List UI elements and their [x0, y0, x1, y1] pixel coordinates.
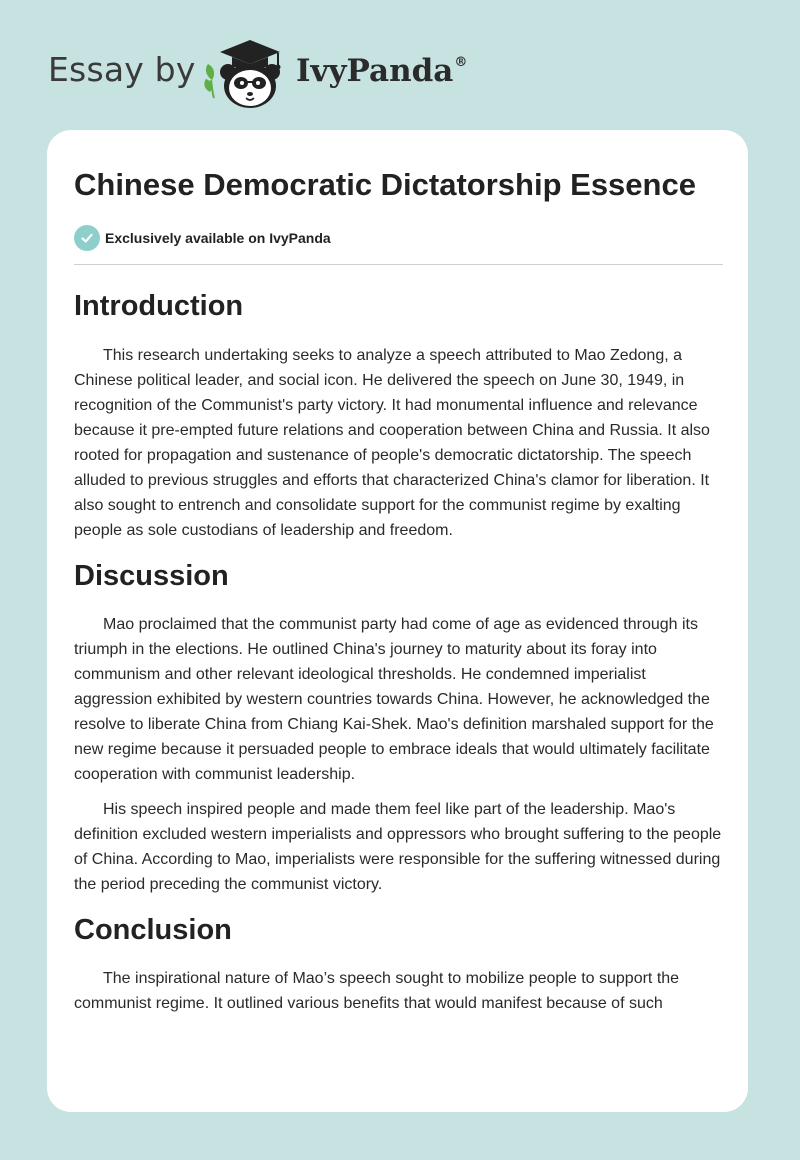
section-heading-introduction: Introduction	[74, 290, 244, 322]
panda-graduate-logo-icon[interactable]	[202, 36, 294, 110]
divider	[74, 264, 723, 265]
registered-mark: ®	[454, 55, 468, 70]
exclusive-badge-label: Exclusively available on IvyPanda	[105, 230, 331, 246]
brand-text: IvyPanda	[296, 53, 454, 89]
paragraph: The inspirational nature of Mao’s speech sought to mobilize people to support the communist regime. It outlined various benefits that would manifest because of such	[74, 970, 680, 1012]
check-icon	[74, 225, 100, 251]
essay-content	[74, 164, 723, 1016]
essay-by-label: Essay by	[48, 50, 196, 89]
section-heading-discussion: Discussion	[74, 560, 229, 592]
paragraph: His speech inspired people and made them feel like part of the leadership. Mao's definition excluded western imperialists and oppressors who brought suffering to the people of China. According to Mao, imperialists were responsible for the suffering witnessed during the period preceding the communist victory.	[74, 801, 722, 893]
paragraph: This research undertaking seeks to analyze a speech attributed to Mao Zedong, a Chinese political leader, and social icon. He delivered the speech on June 30, 1949, in recognition of the Communist's party victory. It had monumental influence and relevance because it pre-empted future relations and cooperation between China and Russia. It also rooted for propagation and sustenance of people's democratic dictatorship. The speech alluded to previous struggles and efforts that characterized China's clamor for liberation. It also sought to entrench and consolidate support for the communist regime by exalting people as sole custodians of leadership and freedom.	[74, 347, 710, 539]
site-header	[0, 0, 800, 130]
brand-name[interactable]	[296, 53, 467, 89]
exclusive-badge	[74, 225, 723, 251]
paragraph: Mao proclaimed that the communist party had come of age as evidenced through its triumph in the elections. He outlined China's journey to maturity about its foray into communism and other relevant ideological thresholds. He condemned imperialist aggression exhibited by western countries towards China. However, he acknowledged the resolve to liberate China from Chiang Kai-Shek. Mao's definition marshaled support for the new regime because it persuaded people to embrace ideals that would ultimately facilitate cooperation with communist leadership.	[74, 616, 714, 783]
essay-card	[47, 130, 748, 1112]
essay-title: Chinese Democratic Dictatorship Essence	[74, 167, 696, 202]
section-heading-conclusion: Conclusion	[74, 914, 232, 946]
